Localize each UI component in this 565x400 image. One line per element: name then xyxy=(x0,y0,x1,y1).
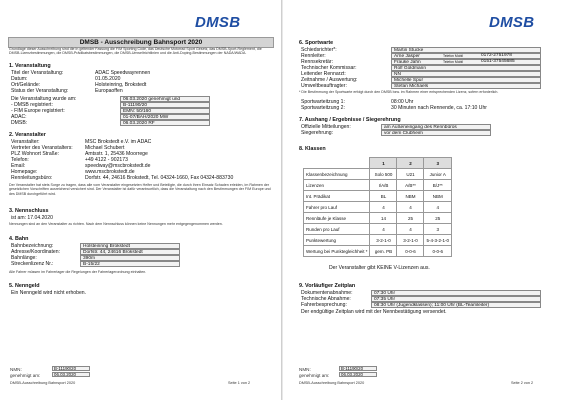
field-value-box: 07:35 Uhr xyxy=(371,296,541,302)
dmsb-logo: DMSB xyxy=(489,14,535,31)
table-cell: 25 xyxy=(424,213,452,224)
table-header-cell xyxy=(304,158,370,169)
field-value: Michael Schubert xyxy=(85,145,125,151)
table-row xyxy=(304,246,452,257)
field-label: Ort/Gelände: xyxy=(11,82,41,88)
table-cell: Fahrer pro Lauf xyxy=(304,202,370,213)
table-cell: Rennläufe je Klasse xyxy=(304,213,370,224)
table-row xyxy=(304,191,452,202)
field-label: Die Veranstaltung wurde am: xyxy=(11,96,77,102)
field-label: Offizielle Mitteilungen: xyxy=(301,124,351,130)
field-label: Rennleitungsbüro: xyxy=(11,175,53,181)
field-label: Veranstalter: xyxy=(11,139,40,145)
table-cell: 4 xyxy=(397,224,424,235)
section-heading-veranstaltung: 1. Veranstaltung xyxy=(9,63,51,69)
field-label: Telefon: xyxy=(11,157,29,163)
field-value-box: B-15/22 xyxy=(80,261,180,267)
document-page-1 xyxy=(0,0,282,400)
table-row xyxy=(304,213,452,224)
table-row xyxy=(304,224,452,235)
section-heading-nenngeld: 5. Nenngeld xyxy=(9,283,40,289)
field-value-box: EMN: 50/160 xyxy=(120,108,210,114)
section-heading-zeitplan: 9. Vorläufiger Zeitplan xyxy=(299,283,356,289)
table-cell: I/A/B xyxy=(370,180,397,191)
field-label: Leitender Rennarzt: xyxy=(301,71,346,77)
table-cell: Runden pro Lauf xyxy=(304,224,370,235)
section-heading-aushang: 7. Aushang / Ergebnisse / Siegerehrung xyxy=(299,117,401,123)
approved-label: genehmigt am: xyxy=(299,373,330,378)
footer-doc-name: DMSB-Ausschreibung Bahnsport 2020 xyxy=(299,381,365,385)
field-value: Amtsstr. 1, 25436 Moorrege xyxy=(85,151,148,157)
phone-label: Telefon Mobil xyxy=(443,60,463,64)
field-value-box: 08:30 Uhr (Jugendklassen); 11:00 Uhr (BL-Teamleiter) xyxy=(371,302,541,308)
field-value-box: 06.03.2020 RF xyxy=(120,120,210,126)
table-header-cell: 3 xyxy=(424,158,452,169)
table-cell: 0-0-6 xyxy=(424,246,452,257)
veranstalter-note: Der Veranstalter hat stets Sorge zu tragen, dass alle vom Veranstalter eingesetzten Helfer und Beteiligte, die durch ihren Einsatz Schaden erleiden, im Rahmen der gesetzlichen Vorschriften ausreichend versichert sind. Der Veranstalter ist dafür verantwortlich, dass die Veranstaltung nach den Bestimmungen der FIM Europe und des DMSB durchgeführt wird. xyxy=(9,183,271,196)
table-header-cell: 1 xyxy=(370,158,397,169)
table-cell: 4 xyxy=(397,202,424,213)
bahn-note: Alle Fahrer müssen im Fahrerlager die Regelungen der Fahrerlagerordnung einhalten. xyxy=(9,270,147,274)
field-value-box: am Außeneingang des Rennbüros xyxy=(381,124,491,130)
nennschluss-note: Nennungen sind an den Veranstalter zu richten. Nach dem Nennschluss können keine Nennungen mehr entgegengenommen werden. xyxy=(9,222,223,226)
table-cell: Klassenbezeichnung xyxy=(304,169,370,180)
field-value-box: 07:30 Uhr xyxy=(371,290,541,296)
field-value-box: B-11190/20 xyxy=(120,102,210,108)
field-label: Email: xyxy=(11,163,26,169)
approved-value: 06.03.2020 xyxy=(52,372,90,377)
section-heading-klassen: 8. Klassen xyxy=(299,146,326,152)
table-cell: Lizenzen xyxy=(304,180,370,191)
field-label: - FIM Europe registriert: xyxy=(11,108,65,114)
field-value-box: 01-07/BAH/2020 MW xyxy=(120,114,210,120)
footer-doc-name: DMSB-Ausschreibung Bahnsport 2020 xyxy=(10,381,76,385)
field-label: Sportwarteitzung 2: xyxy=(301,105,345,111)
field-label: PLZ Wohnort Straße: xyxy=(11,151,60,157)
table-row xyxy=(304,235,452,246)
field-value: www.mscbrokstedt.de xyxy=(85,169,135,175)
table-cell: B/J** xyxy=(424,180,452,191)
field-value: Europaoffen xyxy=(95,88,123,94)
table-cell: 3-2-1-0 xyxy=(370,235,397,246)
field-label: Dokumentenabnahme: xyxy=(301,290,353,296)
field-label: Bahnbezeichnung: xyxy=(11,243,54,249)
field-value-box: Frauke Jahn xyxy=(391,59,541,65)
field-value: ADAC Speedwayrennen xyxy=(95,70,151,76)
field-label: ADAC: xyxy=(11,114,27,120)
table-header-row xyxy=(304,158,452,169)
field-label: Umweltbeauftragter: xyxy=(301,83,347,89)
nmn-label: NMN: xyxy=(299,367,311,372)
nenngeld-text: Ein Nenngeld wird nicht erhoben. xyxy=(11,290,87,296)
field-label: Technischer Kommissar: xyxy=(301,65,357,71)
table-cell: 4 xyxy=(370,202,397,213)
table-cell: 4 xyxy=(424,202,452,213)
field-value-box: 390m xyxy=(80,255,180,261)
table-cell: 25 xyxy=(397,213,424,224)
field-label: Titel der Veranstaltung: xyxy=(11,70,64,76)
table-cell: 0-0-6 xyxy=(397,246,424,257)
dmsb-logo: DMSB xyxy=(195,14,241,31)
table-row xyxy=(304,180,452,191)
field-label: Rennsekretär: xyxy=(301,59,333,65)
phone-value: 0151-37545685 xyxy=(481,59,515,64)
field-value-box: vor dem Clubheim xyxy=(381,130,491,136)
klassen-table xyxy=(303,157,452,257)
table-cell: 3 xyxy=(424,224,452,235)
field-label: Homepage: xyxy=(11,169,38,175)
table-cell: 4 xyxy=(370,224,397,235)
approved-label: genehmigt am: xyxy=(10,373,41,378)
table-cell: NBM xyxy=(424,191,452,202)
table-cell: U21 xyxy=(397,169,424,180)
field-value-box: Rolf Goldmann xyxy=(391,65,541,71)
sportwarte-note: * Die Bestimmung der Sportwarte erfolgt durch den DMSB bzw. im Rahmen einer entsprechenden Lizenz, sofern erforderlich. xyxy=(299,90,499,94)
table-cell: 5-4-3-2-1-0 xyxy=(424,235,452,246)
field-value: Holsteinring, Brokstedt xyxy=(95,82,147,88)
section-heading-nennschluss: 3. Nennschluss xyxy=(9,208,49,214)
section-heading-sportwarte: 6. Sportwarte xyxy=(299,40,334,46)
table-header-cell: 2 xyxy=(397,158,424,169)
klassen-note: Der Veranstalter gibt KEINE V-Lizenzen aus. xyxy=(329,265,430,271)
field-value-box: NN xyxy=(391,71,541,77)
field-label: - DMSB registriert: xyxy=(11,102,53,108)
field-label: Vertreter des Veranstalters: xyxy=(11,145,73,151)
intro-text: Grundlage dieser Ausschreibung sind die in geltender Fassung die FIM Sporting Code, das Deutsche Motorrad Sport Gesetz, das DMSB-Sport-Reglement, die DMSB-Lizenzbestimmungen, die DMSB-Prädikatsbestimmungen, die DMSB-Umweltrichtlinien und die Anti-Doping-Bestimmungen der NADA/WADA. xyxy=(9,47,262,56)
section-heading-bahn: 4. Bahn xyxy=(9,236,29,242)
field-label: Bahnlänge: xyxy=(11,255,37,261)
table-cell: Solo 500 xyxy=(370,169,397,180)
table-cell: 14 xyxy=(370,213,397,224)
phone-value: 0172-2751978 xyxy=(481,53,512,58)
table-cell: A/B** xyxy=(397,180,424,191)
page-number: Seite 2 von 2 xyxy=(511,381,534,385)
phone-label: Telefon Mobil xyxy=(443,54,463,58)
field-label: Sportwarteitzung 1: xyxy=(301,99,345,105)
field-value-box: Holsteinring Brokstedt xyxy=(80,243,180,249)
table-cell: Wertung bei Punktegleichheit * xyxy=(304,246,370,257)
table-cell: BL xyxy=(370,191,397,202)
nmn-label: NMN: xyxy=(10,367,22,372)
field-label: Zeitnahme / Auswertung: xyxy=(301,77,358,83)
field-label: Siegerehrung: xyxy=(301,130,334,136)
page-number: Seite 1 von 2 xyxy=(228,381,251,385)
nmn-value: B-11190/20 xyxy=(339,366,377,371)
field-value: speedway@mscbrokstedt.de xyxy=(85,163,151,169)
field-label: Technische Abnahme: xyxy=(301,296,351,302)
table-row xyxy=(304,169,452,180)
field-label: Fahrerbesprechung: xyxy=(301,302,347,308)
field-label: Datum: xyxy=(11,76,28,82)
zeitplan-note: Der endgültige Zeitplan wird mit der Nennbestätigung versendet. xyxy=(301,309,447,315)
table-cell: Junior A xyxy=(424,169,452,180)
field-label: Adresse/Koordinaten: xyxy=(11,249,60,255)
table-row xyxy=(304,202,452,213)
field-value-box: Michelle Spur xyxy=(391,77,541,83)
field-value: 08:00 Uhr xyxy=(391,99,414,105)
table-cell: Int. Prädikat xyxy=(304,191,370,202)
field-value-box: 06.03.2020 genehmigt und xyxy=(120,96,210,102)
field-value: MSC Brokstedt e.V. im ADAC xyxy=(85,139,152,145)
table-cell: NBM xyxy=(397,191,424,202)
document-page-2 xyxy=(283,0,565,400)
field-label: DMSB: xyxy=(11,120,28,126)
field-value: 30 Minuten nach Rennende, ca. 17:10 Uhr xyxy=(391,105,487,111)
field-value-box: Dorfstr. 44, 24616 Brokstedt xyxy=(80,249,180,255)
field-label: Rennleiter: xyxy=(301,53,326,59)
table-cell: 3-2-1-0 xyxy=(397,235,424,246)
field-value-box: Arne Jasper xyxy=(391,53,541,59)
field-value: Dorfstr. 44, 24616 Brokstedt, Tel. 04324-1660, Fax 04324-883730 xyxy=(85,175,234,181)
table-cell: gem. PB xyxy=(370,246,397,257)
field-value: +49 4122 - 902173 xyxy=(85,157,128,163)
table-cell: Punktewertung xyxy=(304,235,370,246)
field-label: Schiedsrichter*: xyxy=(301,47,337,53)
document-title: DMSB - Ausschreibung Bahnsport 2020 xyxy=(8,37,274,48)
field-value-box: Stefan Michaels xyxy=(391,83,541,89)
section-heading-veranstalter: 2. Veranstalter xyxy=(9,132,46,138)
field-value-box: Martin Stucke xyxy=(391,47,541,53)
nmn-value: B-11190/20 xyxy=(52,366,90,371)
approved-value: 06.03.2020 xyxy=(339,372,377,377)
nennschluss-date: ist am: 17.04.2020 xyxy=(11,215,53,221)
field-label: Status der Veranstaltung: xyxy=(11,88,69,94)
field-label: Streckenlizenz Nr.: xyxy=(11,261,54,267)
field-value: 01.05.2020 xyxy=(95,76,121,82)
